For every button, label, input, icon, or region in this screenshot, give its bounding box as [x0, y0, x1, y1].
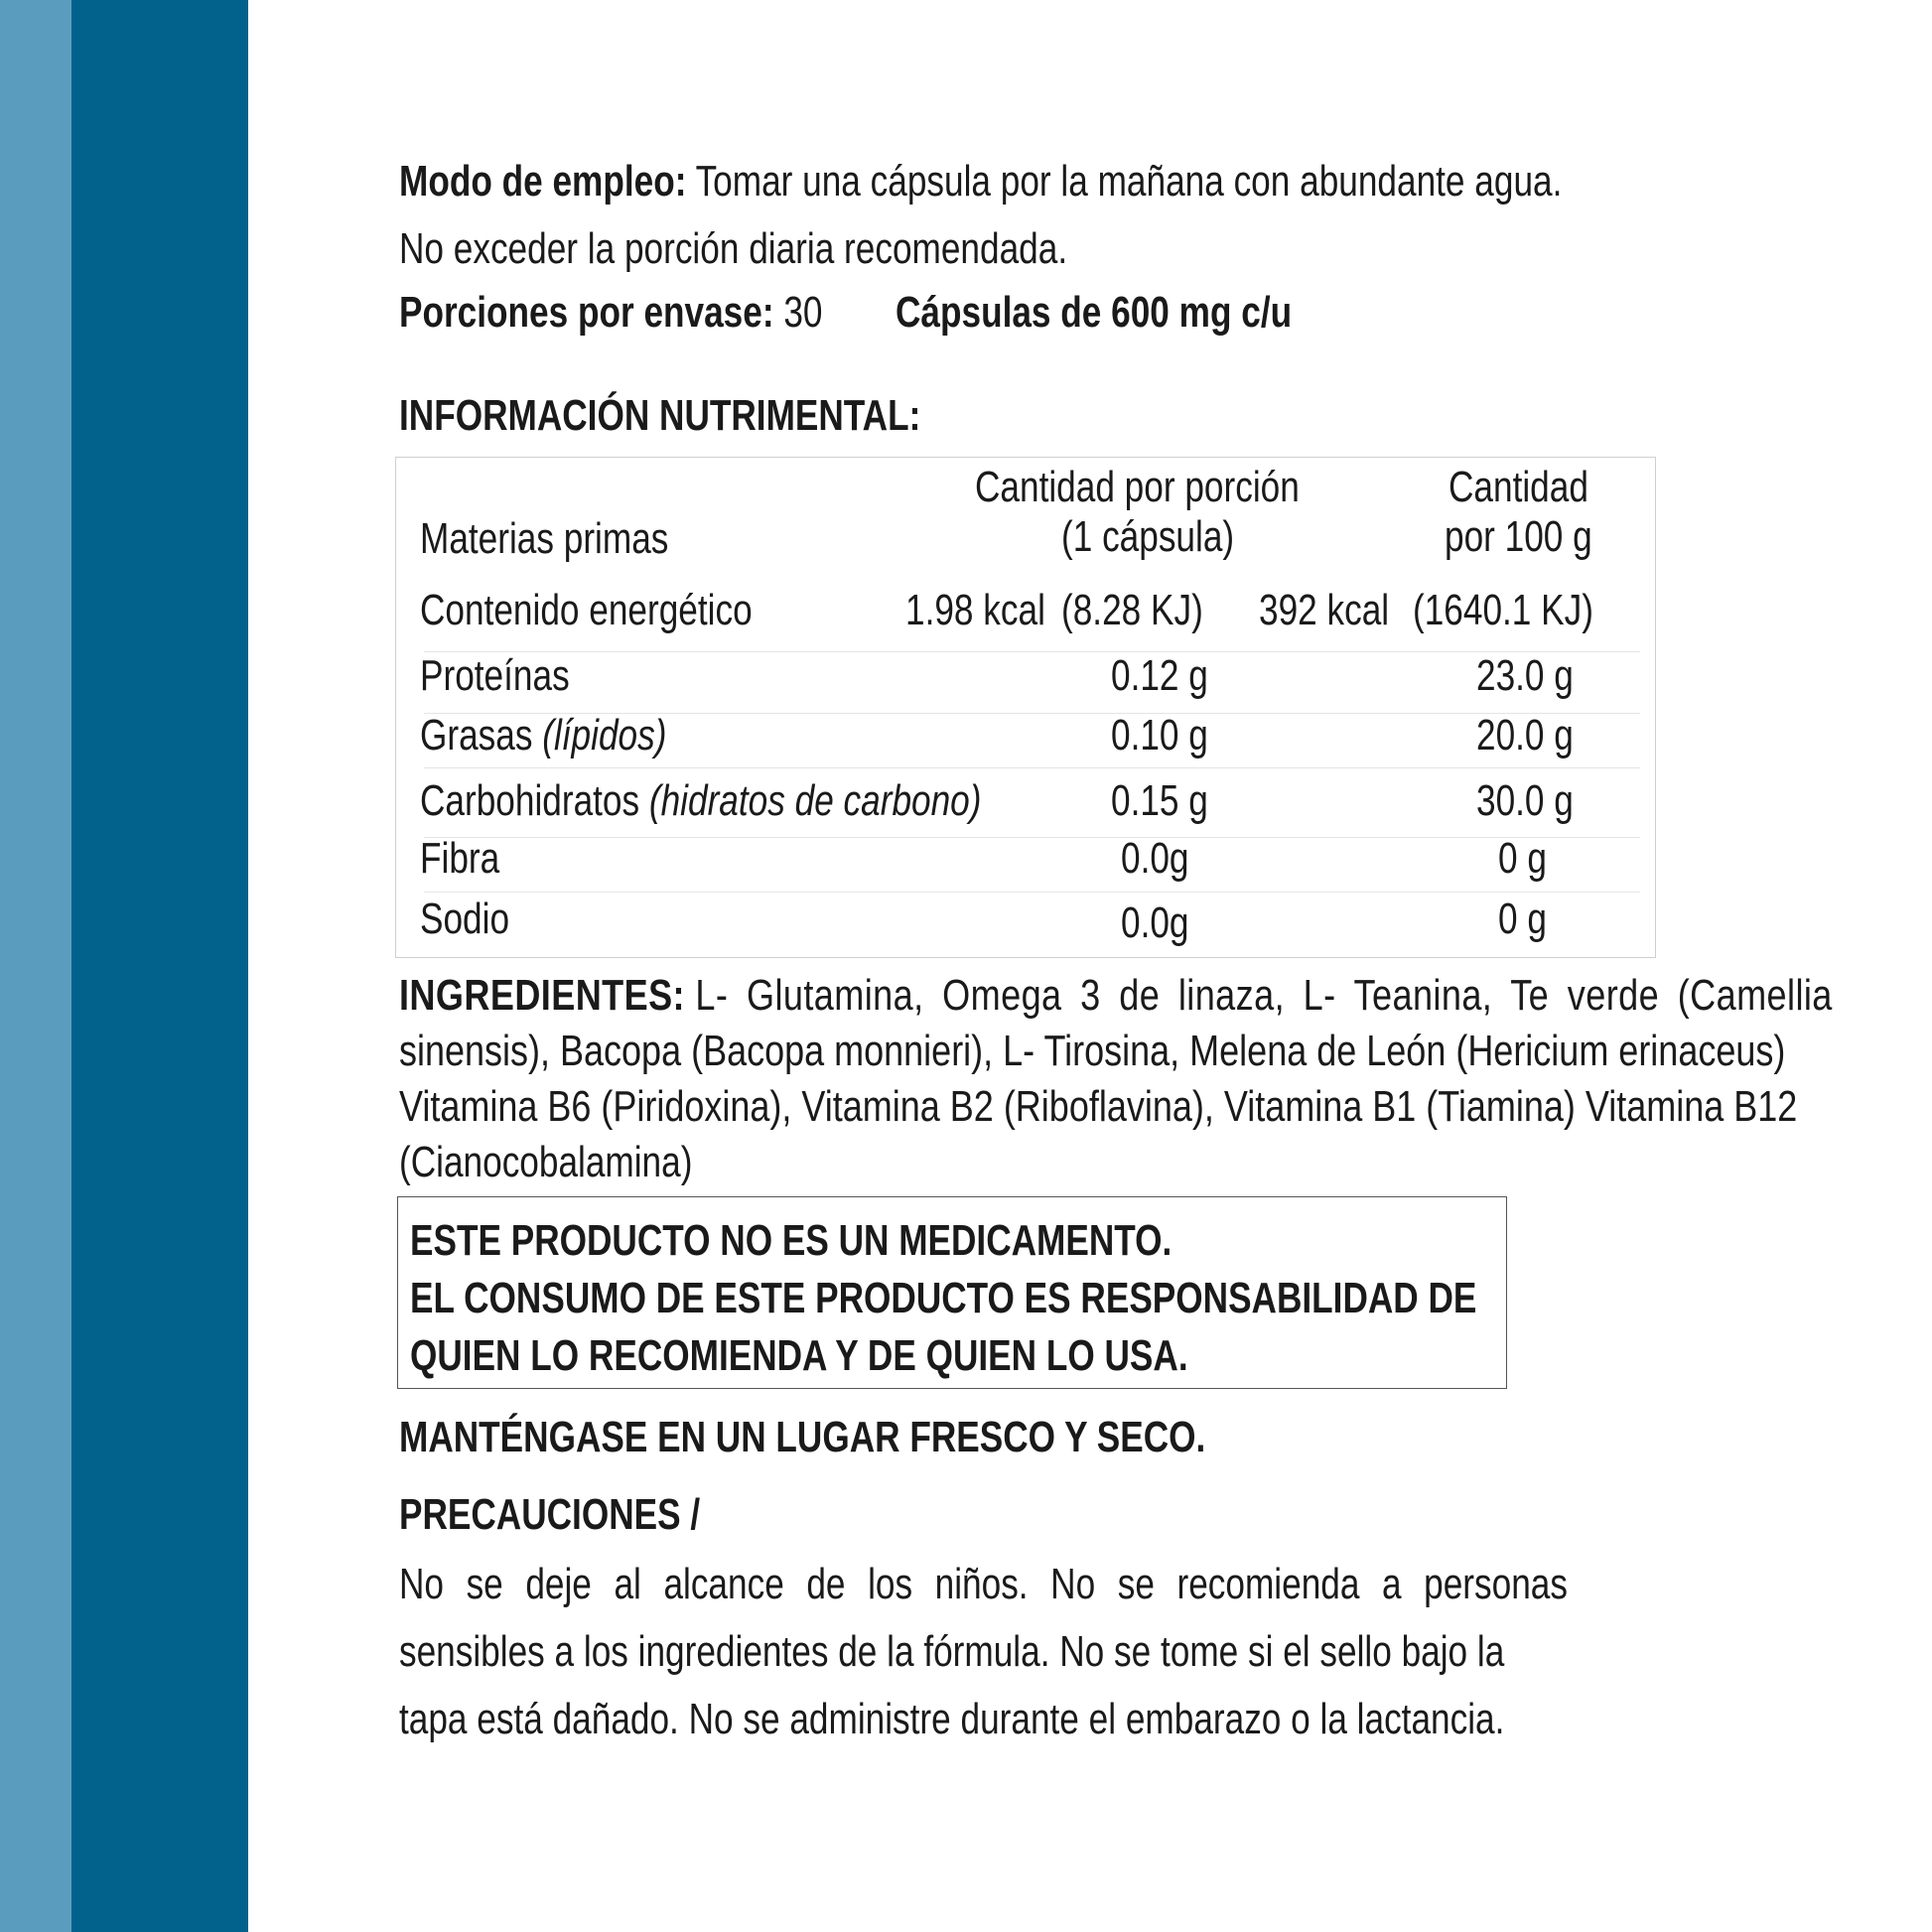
nutrition-title: INFORMACIÓN NUTRIMENTAL:: [399, 391, 921, 440]
row-portion-fats: 0.10 g: [1111, 711, 1208, 759]
usage-text: Tomar una cápsula por la mañana con abundante agua.: [695, 157, 1563, 206]
warning-line-3: QUIEN LO RECOMIENDA Y DE QUIEN LO USA.: [410, 1331, 1188, 1380]
ingredients-line-1: INGREDIENTES: L- Glutamina, Omega 3 de linaza, L- Teanina, Te verde (Camellia: [399, 971, 1833, 1020]
capsules-line: [896, 287, 1391, 339]
portions-label: Porciones por envase:: [399, 288, 774, 337]
storage-note: MANTÉNGASE EN UN LUGAR FRESCO Y SECO.: [399, 1413, 1206, 1461]
row-100-fats: 20.0 g: [1476, 711, 1574, 759]
nutrition-title-line: [399, 390, 1051, 442]
portions-value: 30: [783, 288, 823, 337]
energy-100-kcal: 392 kcal: [1259, 586, 1390, 634]
row-100-sodium: 0 g: [1498, 895, 1547, 943]
ingredients-line-3: Vitamina B6 (Piridoxina), Vitamina B2 (Riboflavina), Vitamina B1 (Tiamina) Vitamina B12: [399, 1082, 1798, 1131]
usage-text-2: No exceder la porción diaria recomendada.: [399, 224, 1068, 273]
energy-100-kj: (1640.1 KJ): [1413, 586, 1593, 634]
row-label-carbs: Carbohidratos (hidratos de carbono): [420, 776, 982, 825]
warning-line-1: ESTE PRODUCTO NO ES UN MEDICAMENTO.: [410, 1216, 1173, 1265]
ingredients-line-4: (Cianocobalamina): [399, 1138, 693, 1186]
row-divider: [424, 767, 1640, 768]
row-label-fats: Grasas (lípidos): [420, 711, 667, 759]
header-per-100-2: por 100 g: [1445, 512, 1592, 561]
precautions-line-2: sensibles a los ingredientes de la fórmula. No se tome si el sello bajo la: [399, 1627, 1505, 1676]
precautions-text: [399, 1552, 1568, 1754]
left-stripe-dark: [71, 0, 248, 1932]
capsules-info: Cápsulas de 600 mg c/u: [896, 288, 1293, 337]
row-portion-sodium: 0.0g: [1121, 898, 1189, 947]
energy-portion-kj: (8.28 KJ): [1061, 586, 1203, 634]
row-portion-proteins: 0.12 g: [1111, 651, 1208, 700]
nutrition-table: [395, 457, 1656, 958]
header-per-100-1: Cantidad: [1449, 463, 1588, 511]
precautions-line-3: tapa está dañado. No se administre durante el embarazo o la lactancia.: [399, 1695, 1505, 1743]
row-100-carbs: 30.0 g: [1476, 776, 1574, 825]
ingredients-label: INGREDIENTES:: [399, 971, 685, 1020]
energy-portion-kcal: 1.98 kcal: [905, 586, 1045, 634]
row-divider: [424, 837, 1640, 838]
header-per-portion-1: Cantidad por porción: [975, 463, 1300, 511]
row-divider: [424, 892, 1640, 893]
portions-line: [399, 287, 928, 339]
row-label-proteins: Proteínas: [420, 651, 570, 700]
header-per-portion-2: (1 cápsula): [1061, 512, 1235, 561]
header-materias: Materias primas: [420, 514, 669, 563]
row-portion-carbs: 0.15 g: [1111, 776, 1208, 825]
warning-line-2: EL CONSUMO DE ESTE PRODUCTO ES RESPONSABILIDAD DE: [410, 1274, 1477, 1322]
row-100-fiber: 0 g: [1498, 834, 1547, 883]
row-100-proteins: 23.0 g: [1476, 651, 1574, 700]
row-label-fiber: Fibra: [420, 834, 500, 883]
row-label-sodium: Sodio: [420, 895, 510, 943]
row-portion-fiber: 0.0g: [1121, 834, 1189, 883]
ingredients-line-2: sinensis), Bacopa (Bacopa monnieri), L- Tirosina, Melena de León (Hericium erinaceus): [399, 1027, 1786, 1075]
left-stripe-light: [0, 0, 71, 1932]
usage-label: Modo de empleo:: [399, 157, 687, 206]
warning-box: [397, 1196, 1507, 1389]
ingredients-block: [399, 968, 1833, 1190]
precautions-line-1: No se deje al alcance de los niños. No se recomienda a personas: [399, 1560, 1568, 1608]
precautions-title: PRECAUCIONES /: [399, 1490, 701, 1539]
usage-line: [399, 156, 1853, 207]
energy-label: Contenido energético: [420, 586, 753, 634]
usage-line-2: [399, 223, 1234, 275]
